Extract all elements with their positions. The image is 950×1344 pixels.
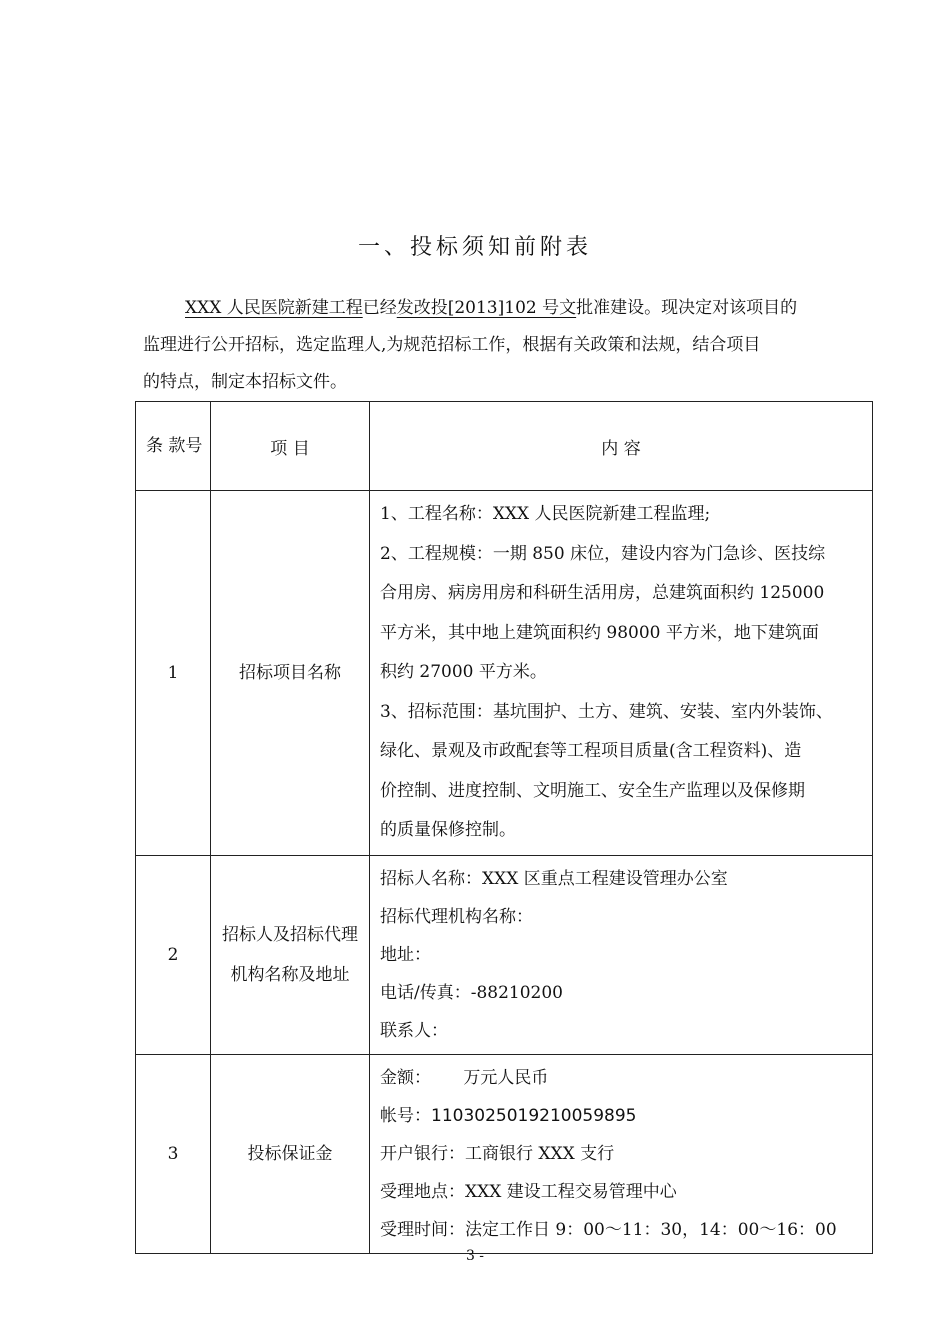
bid-instruction-table [135,401,873,1254]
row-content: 招标人名称：XXX 区重点工程建设管理办公室 招标代理机构名称： 地址： 电话/传真：-88210200 联系人： [370,855,873,1054]
row-content: 金额： 万元人民币 帐号：1103025019210059895 开户银行：工商银行 XXX 支行 受理地点：XXX 建设工程交易管理中心 受理时间：法定工作日 9：00～11：30，14：00～16：00 [370,1054,873,1253]
project-name: XXX 人民医院新建工程 [185,298,363,318]
table-row [136,855,873,1054]
table-row [136,1054,873,1253]
row-item-name: 投标保证金 [211,1054,370,1253]
row-item-name: 招标项目名称 [211,491,370,856]
table-row [136,491,873,856]
table-header-row [136,402,873,491]
section-title: 一、投标须知前附表 [357,235,592,260]
approval-number: 发改投[2013]102 号文 [396,298,577,318]
header-clause-no: 条 款号 [136,402,211,491]
intro-line-3: 的特点，制定本招标文件。 [143,372,347,392]
page-number: 3 - [465,1248,485,1264]
row-clause-no: 3 [136,1054,211,1253]
row-clause-no: 2 [136,855,211,1054]
intro-paragraph [143,290,860,401]
header-content: 内 容 [370,402,873,491]
header-item: 项 目 [211,402,370,491]
row-item-name: 招标人及招标代理机构名称及地址 [211,855,370,1054]
row-clause-no: 1 [136,491,211,856]
row-content: 1、工程名称：XXX 人民医院新建工程监理; 2、工程规模：一期 850 床位，建设内容为门急诊、医技综 合用房、病房用房和科研生活用房，总建筑面积约 125000 平方米，其中地上建筑面积约 98000 平方米，地下建筑面 积约 27000 平方米。 3、招标范围：基坑围护、土方、建筑、安装、室内外装饰、 绿化、景观及市政配套等工程项目质量(含工程资料)、造 价控制、进度控制、文明施工、安全生产监理以及保修期 的质量保修控制。 [370,491,873,856]
intro-line-2: 监理进行公开招标，选定监理人,为规范招标工作，根据有关政策和法规，结合项目 [143,335,761,355]
intro-line-1: XXX 人民医院新建工程已经发改投[2013]102 号文批准建设。现决定对该项目的 [185,298,798,318]
